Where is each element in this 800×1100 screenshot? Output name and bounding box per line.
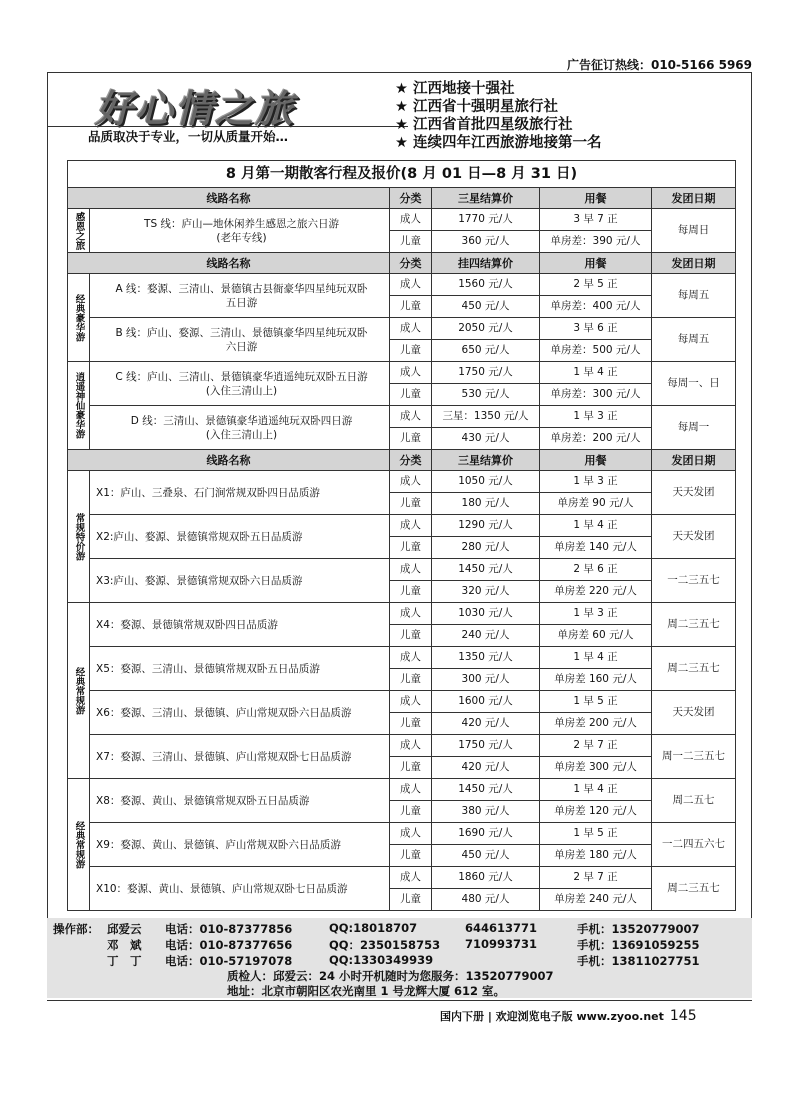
route-name: X10：婺源、黄山、景德镇、庐山常规双卧七日品质游 <box>90 867 390 911</box>
route-name: C 线：庐山、三清山、景德镇豪华逍遥纯玩双卧五日游 (入住三清山上) <box>90 362 390 406</box>
address: 地址：北京市朝阳区农光南里 1 号龙辉大厦 612 室。 <box>227 984 506 998</box>
footer-divider <box>47 1000 752 1001</box>
price-table <box>67 160 736 911</box>
table-row: X10：婺源、黄山、景德镇、庐山常规双卧七日品质游 成人 1860 元/人 2 早 7 正 周二三五七 <box>68 867 736 889</box>
route-name: X7：婺源、三清山、景德镇、庐山常规双卧七日品质游 <box>90 735 390 779</box>
table-row: 逍遥神仙豪华游 C 线：庐山、三清山、景德镇豪华逍遥纯玩双卧五日游 (入住三清山上) 成人 1750 元/人 1 早 4 正 每周一、日 <box>68 362 736 384</box>
category-label: 经典常规游 <box>68 603 90 779</box>
slogan <box>48 126 408 145</box>
table-row: 儿童 450 元/人 单房差 180 元/人 <box>68 845 736 867</box>
route-name: X8：婺源、黄山、景德镇常规双卧五日品质游 <box>90 779 390 823</box>
honor-item: ★ 连续四年江西旅游地接第一名 <box>395 135 602 151</box>
contact-mobile: 手机：13520779007 <box>577 922 700 936</box>
table-row: 儿童 280 元/人 单房差 140 元/人 <box>68 537 736 559</box>
quality-inspector: 质检人：邱爱云：24 小时开机随时为您服务：13520779007 <box>227 969 554 983</box>
table-row: 儿童 360 元/人 单房差：390 元/人 <box>68 231 736 253</box>
table-title: 8 月第一期散客行程及报价(8 月 01 日—8 月 31 日) <box>68 161 736 188</box>
table-header: 线路名称 分类 三星结算价 用餐 发团日期 <box>68 450 736 471</box>
table-row: 儿童 650 元/人 单房差：500 元/人 <box>68 340 736 362</box>
table-row: X5：婺源、三清山、景德镇常规双卧五日品质游 成人 1350 元/人 1 早 4 正 周二三五七 <box>68 647 736 669</box>
star-icon: ★ <box>395 99 408 115</box>
table-row: 经典豪华游 A 线：婺源、三清山、景德镇古县衙豪华四星纯玩双卧 五日游 成人 1560 元/人 2 早 5 正 每周五 <box>68 274 736 296</box>
contact-qq: QQ:1330349939 <box>329 953 434 967</box>
table-header: 线路名称 分类 挂四结算价 用餐 发团日期 <box>68 253 736 274</box>
table-row: B 线：庐山、婺源、三清山、景德镇豪华四星纯玩双卧 六日游 成人 2050 元/人 3 早 6 正 每周五 <box>68 318 736 340</box>
honor-item: ★ 江西省十强明星旅行社 <box>395 99 558 115</box>
honor-item: ★ 江西地接十强社 <box>395 81 515 97</box>
table-row: X6：婺源、三清山、景德镇、庐山常规双卧六日品质游 成人 1600 元/人 1 早 5 正 天天发团 <box>68 691 736 713</box>
route-name: TS 线：庐山—地休闲养生感恩之旅六日游 (老年专线) <box>90 209 390 253</box>
contact-tel: 电话：010-87377656 <box>165 938 293 952</box>
table-row: 儿童 420 元/人 单房差 300 元/人 <box>68 757 736 779</box>
star-icon: ★ <box>395 81 408 97</box>
table-row: 儿童 430 元/人 单房差：200 元/人 <box>68 428 736 450</box>
table-row: 儿童 420 元/人 单房差 200 元/人 <box>68 713 736 735</box>
route-name: X5：婺源、三清山、景德镇常规双卧五日品质游 <box>90 647 390 691</box>
table-row: 儿童 530 元/人 单房差：300 元/人 <box>68 384 736 406</box>
page-footer <box>440 1008 697 1024</box>
contact-qq: QQ：2350158753 <box>329 938 441 952</box>
contact-name: 邓 斌 <box>107 938 142 952</box>
route-name: B 线：庐山、婺源、三清山、景德镇豪华四星纯玩双卧 六日游 <box>90 318 390 362</box>
star-icon: ★ <box>395 117 408 133</box>
category-label: 经典常规游 <box>68 779 90 911</box>
contact-mobile: 手机：13691059255 <box>577 938 700 952</box>
route-name: X6：婺源、三清山、景德镇、庐山常规双卧六日品质游 <box>90 691 390 735</box>
route-name: D 线：三清山、景德镇豪华逍遥纯玩双卧四日游 (入住三清山上) <box>90 406 390 450</box>
slogan-text: 品质取决于专业，一切从质量开始… <box>88 129 289 144</box>
contact-tel: 电话：010-57197078 <box>165 954 293 968</box>
table-row: X9：婺源、黄山、景德镇、庐山常规双卧六日品质游 成人 1690 元/人 1 早 5 正 一二四五六七 <box>68 823 736 845</box>
route-name: X2:庐山、婺源、景德镇常规双卧五日品质游 <box>90 515 390 559</box>
table-row: 常规特价游 X1：庐山、三叠泉、石门涧常规双卧四日品质游 成人 1050 元/人 1 早 3 正 天天发团 <box>68 471 736 493</box>
contact-qq2: 644613771 <box>465 921 538 935</box>
category-label: 常规特价游 <box>68 471 90 603</box>
category-label: 经典豪华游 <box>68 274 90 362</box>
table-row: 儿童 180 元/人 单房差 90 元/人 <box>68 493 736 515</box>
honors-list <box>395 80 602 152</box>
dept-label: 操作部： <box>53 922 99 936</box>
table-row: 儿童 240 元/人 单房差 60 元/人 <box>68 625 736 647</box>
star-icon: ★ <box>395 135 408 151</box>
route-name: X1：庐山、三叠泉、石门涧常规双卧四日品质游 <box>90 471 390 515</box>
table-row: 儿童 450 元/人 单房差：400 元/人 <box>68 296 736 318</box>
table-row: X2:庐山、婺源、景德镇常规双卧五日品质游 成人 1290 元/人 1 早 4 正 天天发团 <box>68 515 736 537</box>
table-row: 经典常规游 X4：婺源、景德镇常规双卧四日品质游 成人 1030 元/人 1 早 3 正 周二三五七 <box>68 603 736 625</box>
table-row: X7：婺源、三清山、景德镇、庐山常规双卧七日品质游 成人 1750 元/人 2 早 7 正 周一二三五七 <box>68 735 736 757</box>
contact-mobile: 手机：13811027751 <box>577 954 700 968</box>
table-row: D 线：三清山、景德镇豪华逍遥纯玩双卧四日游 (入住三清山上) 成人 三星：1350 元/人 1 早 3 正 每周一 <box>68 406 736 428</box>
contact-name: 丁 丁 <box>107 954 142 968</box>
category-label: 感恩之旅 <box>68 209 90 253</box>
category-label: 逍遥神仙豪华游 <box>68 362 90 450</box>
route-name: X4：婺源、景德镇常规双卧四日品质游 <box>90 603 390 647</box>
honor-item: ★ 江西省首批四星级旅行社 <box>395 117 573 133</box>
table-row: 感恩之旅 TS 线：庐山—地休闲养生感恩之旅六日游 (老年专线) 成人 1770 元/人 3 早 7 正 每周日 <box>68 209 736 231</box>
brand-logo: 好心情之旅 <box>95 86 296 131</box>
table-row: 儿童 380 元/人 单房差 120 元/人 <box>68 801 736 823</box>
table-row: 儿童 480 元/人 单房差 240 元/人 <box>68 889 736 911</box>
page-number: 145 <box>669 1008 697 1024</box>
price-table-wrap <box>67 160 735 911</box>
contact-qq2: 710993731 <box>465 937 538 951</box>
table-header: 线路名称 分类 三星结算价 用餐 发团日期 <box>68 188 736 209</box>
route-name: X9：婺源、黄山、景德镇、庐山常规双卧六日品质游 <box>90 823 390 867</box>
contact-name: 邱爱云 <box>107 922 142 936</box>
table-row: 经典常规游 X8：婺源、黄山、景德镇常规双卧五日品质游 成人 1450 元/人 1 早 4 正 周二五七 <box>68 779 736 801</box>
route-name: A 线：婺源、三清山、景德镇古县衙豪华四星纯玩双卧 五日游 <box>90 274 390 318</box>
operations-contacts <box>47 918 752 998</box>
table-row: X3:庐山、婺源、景德镇常规双卧六日品质游 成人 1450 元/人 2 早 6 正 一二三五七 <box>68 559 736 581</box>
table-row: 儿童 300 元/人 单房差 160 元/人 <box>68 669 736 691</box>
contact-qq: QQ:18018707 <box>329 921 418 935</box>
table-row: 儿童 320 元/人 单房差 220 元/人 <box>68 581 736 603</box>
ad-hotline: 广告征订热线：010-5166 5969 <box>566 58 752 72</box>
route-name: X3:庐山、婺源、景德镇常规双卧六日品质游 <box>90 559 390 603</box>
footer-text: 国内下册 | 欢迎浏览电子版 www.zyoo.net <box>440 1010 664 1023</box>
contact-tel: 电话：010-87377856 <box>165 922 293 936</box>
